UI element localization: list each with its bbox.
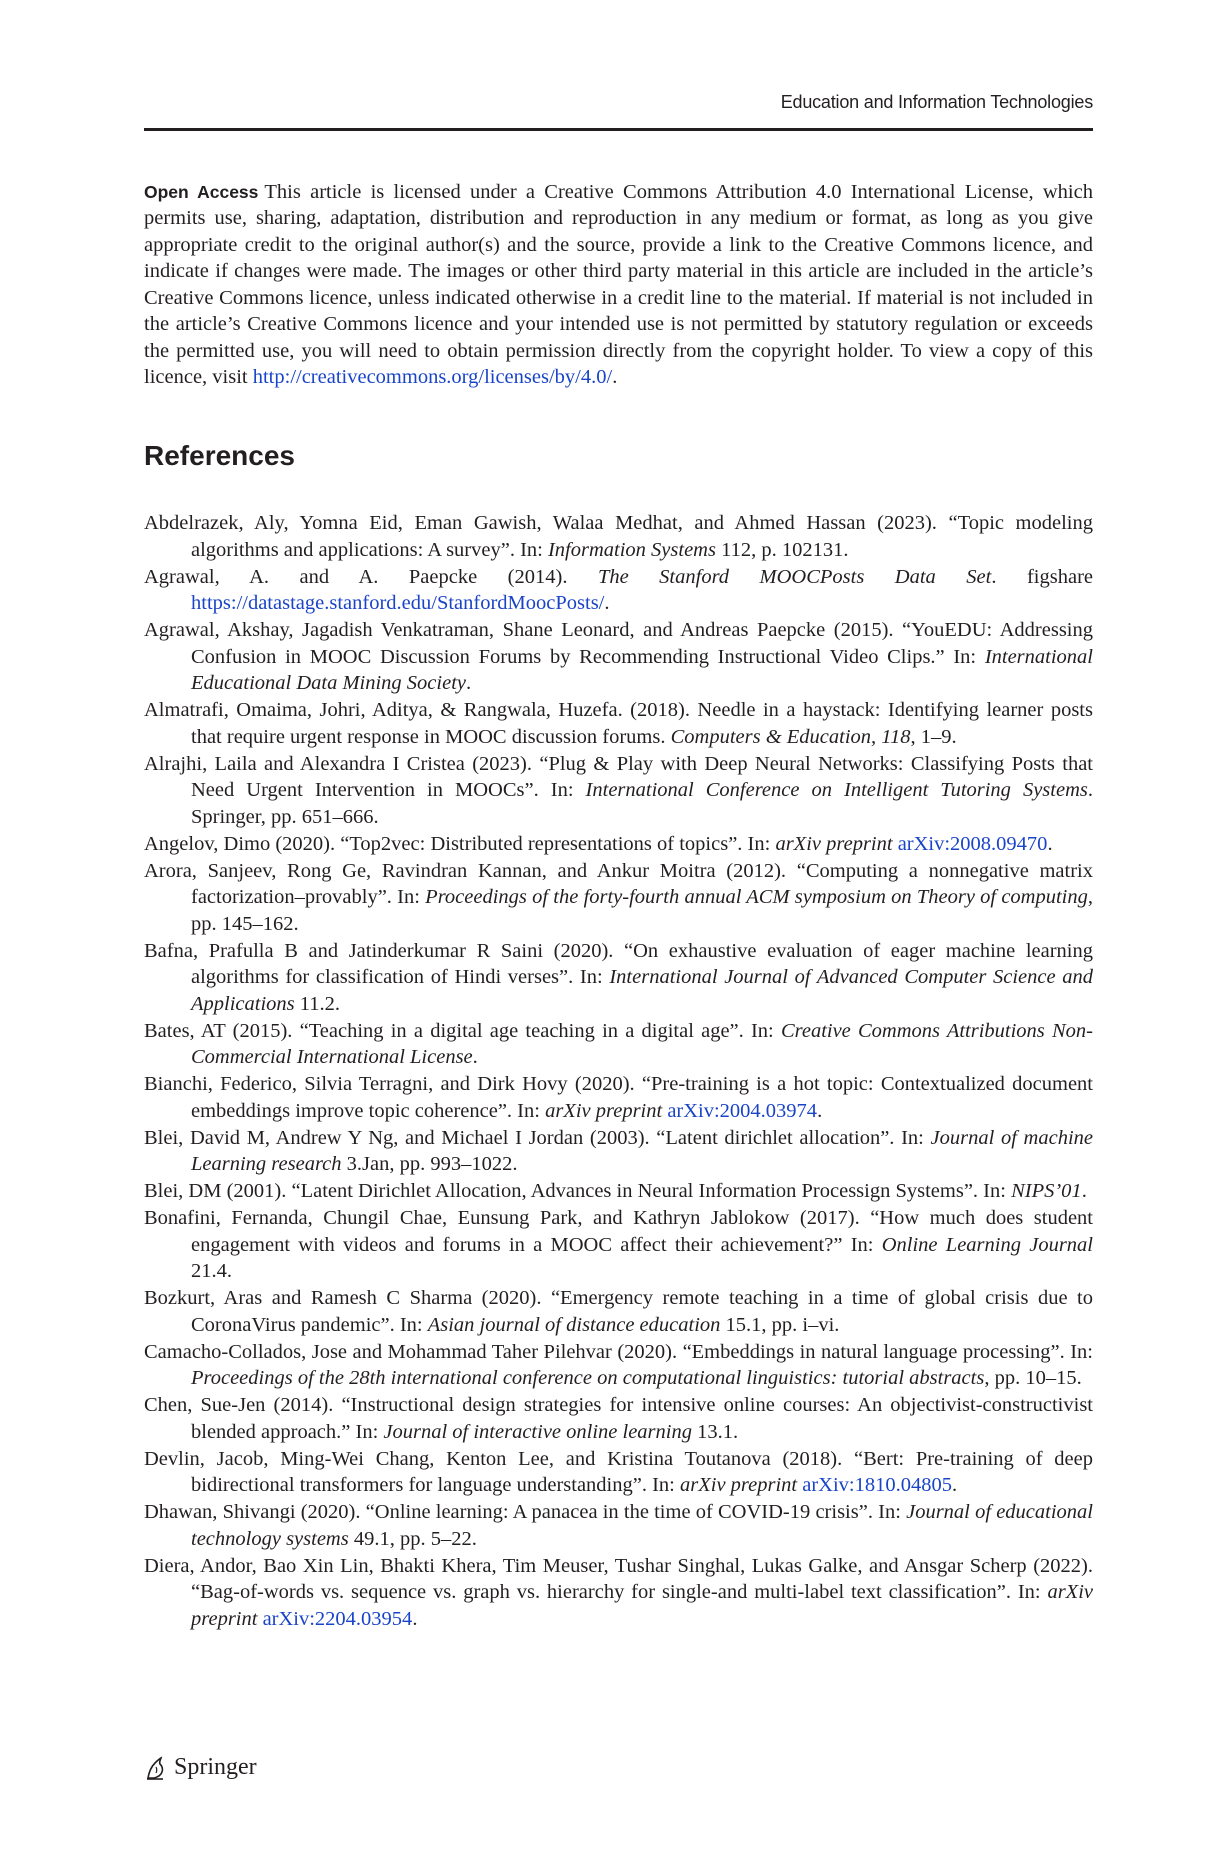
reference-text: Agrawal, A. and A. Paepcke (2014). <box>144 565 598 588</box>
reference-source: Asian journal of distance education <box>427 1313 721 1336</box>
reference-source: arXiv preprint <box>775 832 893 855</box>
reference-end: . <box>817 1099 823 1122</box>
reference-source: International Educational Data Mining Society <box>191 645 1093 694</box>
reference-link[interactable]: arXiv:1810.04805 <box>802 1474 952 1496</box>
reference-details: . Springer, pp. 651–666. <box>191 779 1093 828</box>
journal-title: Education and Information Technologies <box>780 92 1093 112</box>
references-heading: References <box>144 440 295 471</box>
reference-details: 11.2. <box>294 992 341 1015</box>
reference-text: Abdelrazek, Aly, Yomna Eid, Eman Gawish, Walaa Medhat, and Ahmed Hassan (2023). “Topic modeling algorithms and applications: A survey”. In: <box>144 512 1093 561</box>
reference-source: arXiv preprint <box>545 1099 663 1122</box>
reference-source: Proceedings of the forty-fourth annual ACM symposium on Theory of computing <box>425 886 1088 908</box>
reference-source: Online Learning Journal <box>881 1233 1093 1256</box>
reference-link[interactable]: arXiv:2204.03954 <box>262 1607 413 1630</box>
reference-details: 112, p. 102131. <box>715 538 849 561</box>
reference-text: Diera, Andor, Bao Xin Lin, Bhakti Khera, Tim Meuser, Tushar Singhal, Lukas Galke, and Ansgar Scherp (2022). “Bag-of-words vs. sequence vs. graph vs. hierarchy for single-and multi-label text classification”. In: <box>144 1554 1093 1603</box>
reference-source: International Journal of Advanced Computer Science and Applications <box>191 966 1093 1015</box>
reference-item <box>144 697 1093 750</box>
reference-link[interactable]: https://datastage.stanford.edu/StanfordMoocPosts/ <box>191 592 605 614</box>
reference-item <box>144 1178 1093 1205</box>
reference-details: , pp. 10–15. <box>984 1367 1082 1389</box>
reference-text: Angelov, Dimo (2020). “Top2vec: Distributed representations of topics”. In: <box>144 832 776 855</box>
reference-item <box>144 510 1093 563</box>
reference-details: 15.1, pp. i–vi. <box>720 1313 840 1336</box>
reference-details: , pp. 145–162. <box>191 886 1094 935</box>
publisher-name: Springer <box>174 1754 257 1780</box>
reference-source: arXiv preprint <box>680 1474 798 1496</box>
reference-text: Bates, AT (2015). “Teaching in a digital age teaching in a digital age”. In: <box>144 1019 781 1042</box>
reference-item <box>144 1125 1093 1178</box>
springer-horse-icon <box>144 1755 166 1781</box>
reference-item <box>144 751 1093 831</box>
running-header <box>144 88 1093 131</box>
reference-source: arXiv preprint <box>191 1581 1093 1630</box>
publisher-footer <box>144 1754 257 1781</box>
reference-link[interactable]: arXiv:2008.09470 <box>897 832 1048 855</box>
reference-details: . <box>466 672 472 694</box>
reference-details: 3.Jan, pp. 993–1022. <box>341 1153 518 1175</box>
open-access-statement <box>144 179 1093 391</box>
reference-text: Chen, Sue-Jen (2014). “Instructional design strategies for intensive online courses: An objectivist-constructivist blended approach.” In: <box>144 1394 1093 1443</box>
reference-text: Almatrafi, Omaima, Johri, Aditya, & Rangwala, Huzefa. (2018). Needle in a haystack: Identifying learner posts that require urgent response in MOOC discussion forums. <box>144 699 1093 748</box>
reference-text: Alrajhi, Laila and Alexandra I Cristea (2023). “Plug & Play with Deep Neural Networks: Classifying Posts that Need Urgent Intervention in MOOCs”. In: <box>144 752 1093 801</box>
reference-source: Journal of machine Learning research <box>191 1126 1093 1175</box>
reference-text: Agrawal, Akshay, Jagadish Venkatraman, Shane Leonard, and Andreas Paepcke (2015). “YouEDU: Addressing Confusion in MOOC Discussion Forums by Recommending Instructional Video Clips.” In: <box>144 619 1093 668</box>
reference-text: Bozkurt, Aras and Ramesh C Sharma (2020). “Emergency remote teaching in a time of global crisis due to CoronaVirus pandemic”. In: <box>144 1287 1093 1336</box>
license-link[interactable]: http://creativecommons.org/licenses/by/4.0/ <box>252 366 613 388</box>
reference-item <box>144 831 1093 858</box>
reference-item <box>144 1339 1093 1392</box>
reference-text: Arora, Sanjeev, Rong Ge, Ravindran Kannan, and Ankur Moitra (2012). “Computing a nonnegative matrix factorization–provably”. In: <box>144 859 1093 908</box>
reference-link[interactable]: arXiv:2004.03974 <box>667 1099 818 1122</box>
reference-end: . <box>951 1474 958 1496</box>
reference-source: Journal of educational technology systems <box>191 1501 1093 1550</box>
reference-source: The Stanford MOOCPosts Data Set <box>597 565 992 588</box>
reference-details: 13.1. <box>691 1420 739 1443</box>
open-access-text: This article is licensed under a Creative Commons Attribution 4.0 International License, which permits use, sharing, adaptation, distribution and reproduction in any medium or format, as long as you give appropriate credit to the original author(s) and the source, provide a link to the Creative Commons licence, and indicate if changes were made. The images or other third party material in this article are included in the article’s Creative Commons licence, unless indicated otherwise in a credit line to the material. If material is not included in the article’s Creative Commons licence and your intended use is not permitted by statutory regulation or exceeds the permitted use, you will need to obtain permission directly from the copyright holder. To view a copy of this licence, visit <box>144 180 1093 388</box>
reference-source: Journal of interactive online learning <box>383 1420 692 1443</box>
reference-source: Proceedings of the 28th international conference on computational linguistics: tutorial abstracts <box>191 1367 985 1389</box>
reference-details: . <box>1081 1180 1087 1202</box>
reference-text: Bianchi, Federico, Silvia Terragni, and Dirk Hovy (2020). “Pre-training is a hot topic: Contextualized document embeddings improve topic coherence”. In: <box>144 1073 1093 1122</box>
reference-text: Bafna, Prafulla B and Jatinderkumar R Saini (2020). “On exhaustive evaluation of eager machine learning algorithms for classification of Hindi verses”. In: <box>144 939 1093 988</box>
reference-text: Blei, David M, Andrew Y Ng, and Michael I Jordan (2003). “Latent dirichlet allocation”. In: <box>144 1126 931 1149</box>
reference-item <box>144 1499 1093 1552</box>
reference-details: , 1–9. <box>910 725 957 748</box>
reference-item <box>144 617 1093 697</box>
reference-text: Bonafini, Fernanda, Chungil Chae, Eunsung Park, and Kathryn Jablokow (2017). “How much does student engagement with videos and forums in a MOOC affect their achievement?” In: <box>144 1207 1093 1256</box>
reference-details: 49.1, pp. 5–22. <box>348 1527 477 1550</box>
reference-item <box>144 1018 1093 1071</box>
reference-item <box>144 1205 1093 1285</box>
reference-source: Computers & Education, 118 <box>670 725 911 748</box>
reference-source: Creative Commons Attributions Non-Commercial International License <box>191 1019 1093 1068</box>
reference-end: . <box>412 1607 418 1630</box>
reference-item <box>144 1446 1093 1499</box>
references-list <box>144 510 1093 1633</box>
reference-item <box>144 1285 1093 1338</box>
reference-text: Dhawan, Shivangi (2020). “Online learning: A panacea in the time of COVID-19 crisis”. In: <box>144 1501 907 1523</box>
open-access-label: Open Access <box>144 181 259 202</box>
reference-text: Devlin, Jacob, Ming-Wei Chang, Kenton Lee, and Kristina Toutanova (2018). “Bert: Pre-training of deep bidirectional transformers for language understanding”. In: <box>144 1447 1093 1496</box>
open-access-end: . <box>612 366 618 388</box>
reference-details: . figshare <box>991 565 1094 588</box>
reference-details: . <box>472 1046 478 1068</box>
reference-item <box>144 938 1093 1018</box>
reference-source: International Conference on Intelligent Tutoring Systems <box>585 779 1088 801</box>
reference-text: Camacho-Collados, Jose and Mohammad Taher Pilehvar (2020). “Embeddings in natural language processing”. In: <box>144 1340 1093 1363</box>
reference-item <box>144 564 1093 617</box>
reference-item <box>144 858 1093 938</box>
reference-item <box>144 1071 1093 1124</box>
reference-item <box>144 1392 1093 1445</box>
reference-item <box>144 1553 1093 1633</box>
reference-end: . <box>1047 832 1053 855</box>
reference-end: . <box>604 592 610 614</box>
reference-source: Information Systems <box>547 538 716 561</box>
reference-details: 21.4. <box>191 1260 232 1282</box>
reference-text: Blei, DM (2001). “Latent Dirichlet Allocation, Advances in Neural Information Processign Systems”. In: <box>144 1180 1012 1202</box>
reference-source: NIPS’01 <box>1011 1180 1082 1202</box>
